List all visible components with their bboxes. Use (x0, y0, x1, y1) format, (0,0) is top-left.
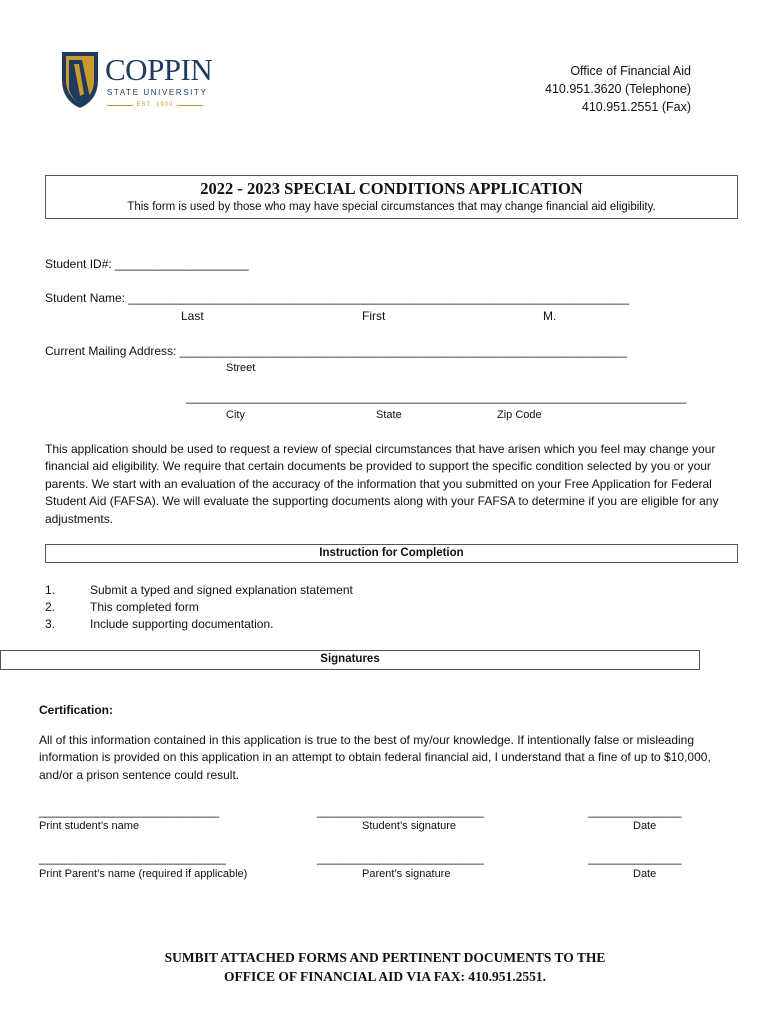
instruction-header: Instruction for Completion (45, 544, 738, 563)
footer-line: OFFICE OF FINANCIAL AID VIA FAX: 410.951.2551. (224, 969, 546, 984)
zip-label: Zip Code (497, 409, 542, 421)
address-line2-field[interactable]: ___________________________________________________________________________ (186, 390, 687, 404)
list-number: 2. (45, 600, 56, 614)
list-number: 3. (45, 617, 56, 631)
office-telephone: 410.951.3620 (Telephone) (545, 82, 691, 96)
list-number: 1. (45, 583, 56, 597)
date-label: Date (633, 868, 657, 880)
shield-icon (60, 50, 100, 110)
parent-name-line[interactable]: ____________________________ (39, 851, 226, 865)
office-name: Office of Financial Aid (570, 64, 691, 78)
logo-subtitle: STATE UNIVERSITY (107, 88, 208, 97)
parent-signature-line[interactable]: _________________________ (317, 851, 484, 865)
office-info (545, 62, 691, 116)
date-line[interactable]: ______________ (588, 804, 682, 818)
title-box (45, 175, 738, 219)
mailing-address-field[interactable]: Current Mailing Address: ___________________________________________________________________ (45, 344, 627, 358)
city-label: City (226, 409, 245, 421)
certification-label: Certification: (39, 703, 114, 717)
list-item (45, 582, 353, 599)
logo-established: EST. 1900 (107, 102, 203, 108)
signatures-header: Signatures (0, 650, 700, 670)
state-label: State (376, 409, 402, 421)
student-signature-label: Student’s signature (362, 820, 456, 832)
name-last-label: Last (181, 309, 204, 323)
logo-wordmark: COPPIN (105, 52, 213, 87)
student-name-field[interactable]: Student Name: ___________________________________________________________________________ (45, 291, 629, 305)
parent-name-label: Print Parent’s name (required if applicable) (39, 868, 248, 880)
form-title: 2022 - 2023 SPECIAL CONDITIONS APPLICATION (200, 179, 583, 198)
list-text: This completed form (90, 600, 199, 614)
student-name-label: Print student’s name (39, 820, 140, 832)
name-first-label: First (362, 309, 386, 323)
form-description: This form is used by those who may have special circumstances that may change financial aid eligibility. (127, 201, 656, 213)
list-text: Submit a typed and signed explanation statement (90, 583, 353, 597)
certification-text: All of this information contained in this application is true to the best of my/our knowledge. If intentionally false or misleading information is provided on this application in an attempt to obtain federal financial aid, I understand that a fine of up to $10,000, and/or a prison sentence could result. (39, 733, 711, 782)
date-line[interactable]: ______________ (588, 851, 682, 865)
office-fax: 410.951.2551 (Fax) (581, 100, 691, 114)
name-middle-label: M. (543, 309, 557, 323)
list-item (45, 616, 273, 633)
street-label: Street (226, 362, 256, 374)
date-label: Date (633, 820, 657, 832)
footer-line: SUMBIT ATTACHED FORMS AND PERTINENT DOCUMENTS TO THE (164, 950, 606, 965)
student-id-field[interactable]: Student ID#: ____________________ (45, 257, 249, 271)
list-item (45, 599, 199, 616)
parent-signature-label: Parent’s signature (362, 868, 451, 880)
student-name-line[interactable]: ___________________________ (39, 804, 220, 818)
list-text: Include supporting documentation. (90, 617, 274, 631)
student-signature-line[interactable]: _________________________ (317, 804, 484, 818)
university-logo (60, 50, 213, 112)
footer-notice (0, 948, 770, 986)
intro-paragraph: This application should be used to request a review of special circumstances that have arisen which you feel may change your financial aid eligibility. We require that certain documents be provided to support the specific condition selected by you or your parents. We start with an evaluation of the accuracy of the information that you submitted on your Free Application for Federal Student Aid (FAFSA). We will evaluate the supporting documents along with your FAFSA to determine if you are eligible for any adjustments. (45, 442, 719, 526)
